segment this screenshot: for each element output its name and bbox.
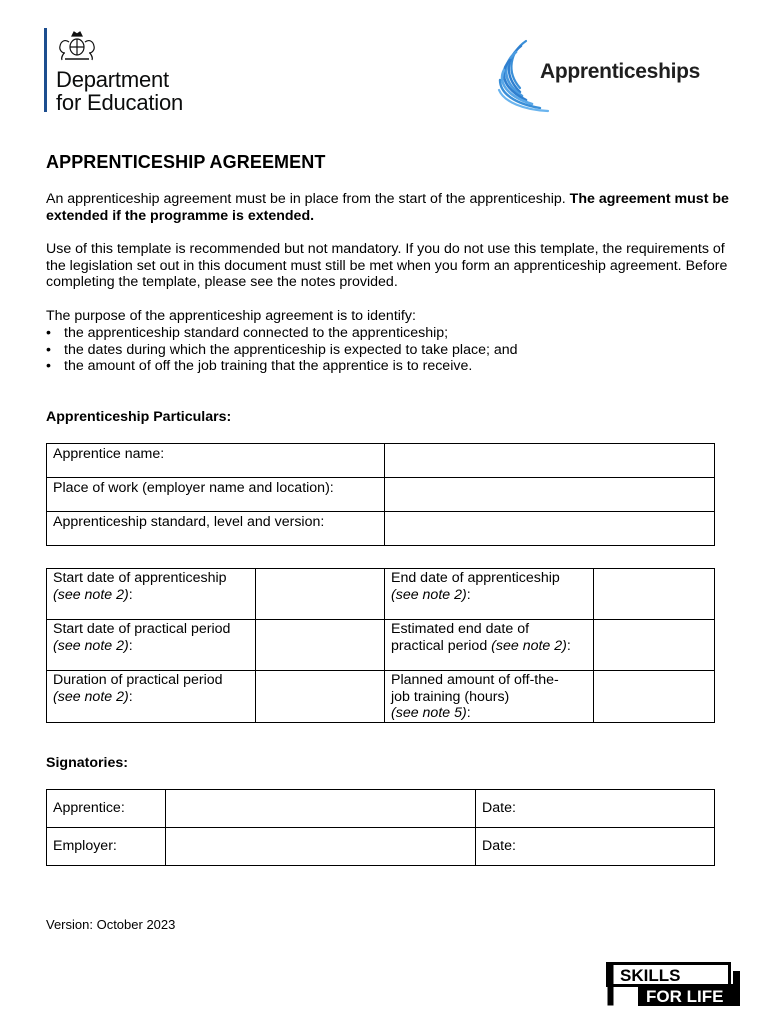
intro-p1-text: An apprenticeship agreement must be in place from the start of the apprenticeship.	[46, 191, 570, 207]
place-of-work-field[interactable]	[385, 478, 715, 512]
duration-field[interactable]	[256, 671, 385, 723]
table-row	[47, 569, 715, 620]
list-item: • the dates during which the apprenticeship is expected to take place; and	[46, 342, 518, 359]
table-row	[47, 512, 715, 546]
end-date-field[interactable]	[594, 569, 715, 620]
list-item: • the amount of off the job training that the apprentice is to receive.	[46, 358, 518, 375]
for-life-text: FOR LIFE	[646, 987, 724, 1006]
table-row	[47, 620, 715, 671]
table-row	[47, 444, 715, 478]
version-text: Version: October 2023	[46, 917, 176, 932]
standard-level-version-field[interactable]	[385, 512, 715, 546]
apprenticeships-logo	[496, 38, 726, 114]
purpose-list	[46, 325, 518, 375]
apprentice-signature-label: Apprentice:	[47, 790, 166, 828]
employer-signature-label: Employer:	[47, 828, 166, 866]
off-job-training-label: Planned amount of off-the- job training (hours) (see note 5):	[385, 671, 594, 723]
apprentice-date-field[interactable]: Date:	[476, 790, 715, 828]
dfe-name-line1: Department	[56, 67, 169, 92]
start-practical-field[interactable]	[256, 620, 385, 671]
dfe-name-line2: for Education	[56, 90, 184, 115]
dates-table	[46, 568, 715, 723]
table-row	[47, 478, 715, 512]
signatories-table	[46, 789, 715, 866]
apprentice-name-field[interactable]	[385, 444, 715, 478]
estimated-end-label: Estimated end date of practical period (see note 2):	[385, 620, 594, 671]
skills-for-life-logo	[606, 962, 742, 1008]
intro-p1-bold: The agreement must be extended if the programme is extended.	[46, 191, 729, 224]
intro-paragraph-3: The purpose of the apprenticeship agreement is to identify:	[46, 308, 416, 324]
estimated-end-field[interactable]	[594, 620, 715, 671]
particulars-table	[46, 443, 715, 546]
page-title: APPRENTICESHIP AGREEMENT	[46, 152, 326, 172]
intro-paragraph-2: Use of this template is recommended but not mandatory. If you do not use this template, the requirements of the legislation set out in this document must still be met when you form an apprenticeship agreement. Before completing the template, please see the notes provided.	[46, 241, 728, 291]
table-row	[47, 828, 715, 866]
intro-paragraph-1	[46, 191, 736, 224]
employer-signature-field[interactable]	[166, 828, 476, 866]
royal-coat-of-arms-icon	[56, 30, 98, 64]
start-practical-label: Start date of practical period (see note 2):	[47, 620, 256, 671]
dfe-name	[56, 68, 183, 114]
start-date-field[interactable]	[256, 569, 385, 620]
apprenticeships-wordmark: Apprenticeships	[540, 60, 701, 83]
particulars-heading: Apprenticeship Particulars:	[46, 409, 232, 425]
signatories-heading: Signatories:	[46, 755, 128, 771]
off-job-training-field[interactable]	[594, 671, 715, 723]
table-row	[47, 790, 715, 828]
apprentice-name-label: Apprentice name:	[47, 444, 385, 478]
standard-level-version-label: Apprenticeship standard, level and version:	[47, 512, 385, 546]
apprentice-signature-field[interactable]	[166, 790, 476, 828]
table-row	[47, 671, 715, 723]
list-item: • the apprenticeship standard connected to the apprenticeship;	[46, 325, 518, 342]
place-of-work-label: Place of work (employer name and location):	[47, 478, 385, 512]
duration-label: Duration of practical period (see note 2):	[47, 671, 256, 723]
dfe-logo-bar	[44, 28, 47, 112]
skills-text: SKILLS	[620, 966, 681, 985]
start-date-label: Start date of apprenticeship (see note 2):	[47, 569, 256, 620]
end-date-label: End date of apprenticeship (see note 2):	[385, 569, 594, 620]
employer-date-field[interactable]: Date:	[476, 828, 715, 866]
